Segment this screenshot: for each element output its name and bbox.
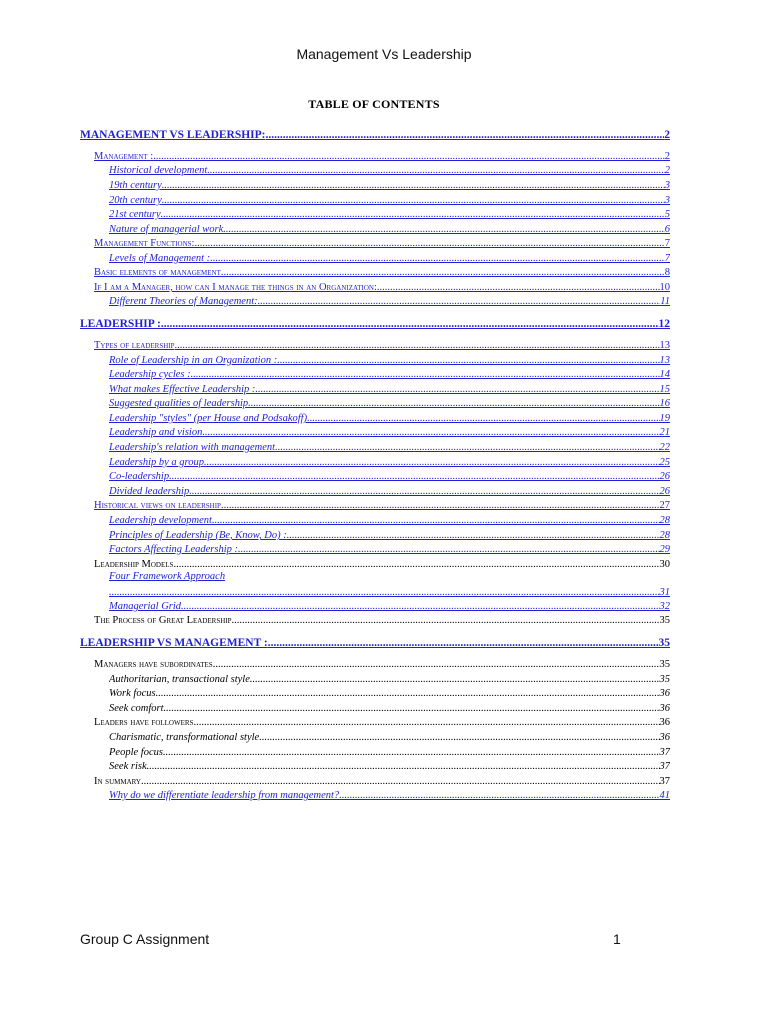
dot-leader	[377, 281, 660, 294]
toc-entry-the-process-of-great-leadership	[94, 614, 670, 627]
toc-page-number: 16	[659, 398, 670, 409]
dot-leader	[255, 383, 659, 396]
toc-page-number: 2	[664, 129, 670, 141]
toc-entry-leadership-development[interactable]	[109, 514, 670, 527]
dot-leader	[268, 636, 659, 650]
toc-entry-basic-elements-of-management[interactable]	[94, 266, 670, 279]
dot-leader	[175, 339, 660, 352]
toc-entry-title: Types of leadership	[94, 340, 175, 351]
toc-page-number: 13	[659, 355, 670, 366]
toc-entry-seek-comfort	[109, 702, 670, 715]
dot-leader	[250, 673, 660, 686]
toc-entry-title: Leadership by a group	[109, 457, 204, 468]
dot-leader	[287, 529, 660, 542]
toc-entry-in-summary	[94, 775, 670, 788]
toc-entry-title: Charismatic, transformational style	[109, 732, 260, 743]
toc-page-number: 26	[659, 486, 670, 497]
dot-leader	[189, 485, 659, 498]
toc-entry-people-focus	[109, 746, 670, 759]
toc-page-number: 36	[659, 688, 670, 699]
toc-entry-title: Historical views on leadership	[94, 500, 221, 511]
toc-entry-title: Leaders have followers	[94, 717, 194, 728]
toc-entry-21st-century[interactable]	[109, 208, 670, 221]
toc-entry-title: Suggested qualities of leadership	[109, 398, 249, 409]
dot-leader	[258, 295, 661, 308]
toc-page-number: 2	[664, 165, 670, 176]
toc-entry-title: Divided leadership	[109, 486, 190, 497]
toc-entry-role-of-leadership-in-an-organization[interactable]	[109, 354, 670, 367]
toc-entry-title: Managerial Grid	[109, 601, 182, 612]
dot-leader	[207, 164, 664, 177]
toc-entry-title: Management :	[94, 151, 154, 162]
toc-page-number: 36	[659, 703, 670, 714]
toc-page-number: 5	[664, 209, 670, 220]
toc-entry-title: 21st century	[109, 209, 161, 220]
dot-leader	[202, 426, 659, 439]
toc-entry-work-focus	[109, 687, 670, 700]
toc-entry-title: Authoritarian, transactional style	[109, 674, 250, 685]
toc-entry-principles-of-leadership-be-know-do[interactable]	[109, 529, 670, 542]
toc-entry-title: 20th century	[109, 195, 162, 206]
toc-entry-title: Leadership and vision	[109, 427, 203, 438]
dot-leader	[141, 775, 660, 788]
dot-leader	[339, 789, 659, 802]
toc-entry-title: Leadership cycles :	[109, 369, 191, 380]
toc-entry-title: Basic elements of management	[94, 267, 221, 278]
toc-page-number: 28	[659, 515, 670, 526]
dot-leader	[156, 687, 660, 700]
toc-entry-title-four-framework-approach[interactable]: Four Framework Approach	[109, 571, 226, 582]
dot-leader	[181, 600, 659, 613]
dot-leader	[161, 317, 659, 331]
toc-entry-leadership-and-vision[interactable]	[109, 426, 670, 439]
toc-entry-charismatic-transformational-style	[109, 731, 670, 744]
toc-entry-suggested-qualities-of-leadership[interactable]	[109, 397, 670, 410]
toc-entry-nature-of-managerial-work[interactable]	[109, 223, 670, 236]
toc-entry-title: Factors Affecting Leadership :	[109, 544, 238, 555]
toc-page-number: 7	[664, 253, 670, 264]
toc-entry-managerial-grid[interactable]	[109, 600, 670, 613]
dot-leader	[221, 499, 660, 512]
toc-page-number: 8	[664, 267, 670, 278]
toc-page-number: 36	[659, 732, 670, 743]
toc-entry-leadership-by-a-group[interactable]	[109, 456, 670, 469]
toc-page-number: 37	[659, 747, 670, 758]
toc-entry-title: In summary	[94, 776, 141, 787]
toc-entry-co-leadership[interactable]	[109, 470, 670, 483]
toc-page-number: 25	[659, 457, 670, 468]
dot-leader	[147, 760, 660, 773]
dot-leader	[164, 702, 660, 715]
dot-leader	[161, 208, 665, 221]
toc-entry-why-do-we-differentiate-leadership-from-management[interactable]	[109, 789, 670, 802]
toc-entry-leadership-models	[94, 558, 670, 571]
toc-entry-title: LEADERSHIP VS MANAGEMENT :	[80, 637, 268, 649]
dot-leader	[162, 194, 665, 207]
toc-entry-title: People focus	[109, 747, 163, 758]
toc-entry-title: Principles of Leadership (Be, Know, Do) :	[109, 530, 287, 541]
dot-leader	[232, 614, 660, 627]
dot-leader	[169, 470, 659, 483]
toc-entry-four-framework-approach[interactable]	[109, 586, 670, 599]
toc-entry-title: What makes Effective Leadership :	[109, 384, 256, 395]
toc-page-number: 31	[659, 587, 670, 598]
toc-page-number: 32	[659, 601, 670, 612]
toc-page-number: 41	[659, 790, 670, 801]
toc-entry-leadership-vs-management[interactable]	[80, 636, 670, 650]
dot-leader	[109, 586, 660, 599]
toc-page-number: 7	[664, 238, 670, 249]
toc-entry-20th-century[interactable]	[109, 194, 670, 207]
toc-entry-title: Different Theories of Management:	[109, 296, 258, 307]
toc-page-number: 37	[659, 776, 670, 787]
toc-entry-different-theories-of-management[interactable]	[109, 295, 670, 308]
toc-entry-title: Nature of managerial work	[109, 224, 224, 235]
toc-entry-what-makes-effective-leadership[interactable]	[109, 383, 670, 396]
dot-leader	[210, 252, 665, 265]
dot-leader	[277, 354, 659, 367]
dot-leader	[238, 543, 660, 556]
dot-leader	[162, 179, 665, 192]
toc-entry-19th-century[interactable]	[109, 179, 670, 192]
toc-entry-title: If I am a Manager, how can I manage the things in an Organization:	[94, 282, 377, 293]
dot-leader	[213, 658, 660, 671]
toc-entry-title: Levels of Management :	[109, 253, 211, 264]
toc-page-number: 19	[659, 413, 670, 424]
toc-entry-leadership[interactable]	[80, 317, 670, 331]
toc-entry-title: Work focus	[109, 688, 156, 699]
toc-page-number: 12	[658, 318, 670, 330]
dot-leader	[307, 412, 659, 425]
toc-page-number: 36	[659, 717, 670, 728]
toc-entry-management-functions[interactable]	[94, 237, 670, 250]
toc-entry-levels-of-management[interactable]	[109, 252, 670, 265]
toc-page-number: 10	[659, 282, 670, 293]
toc-entry-title: Seek risk	[109, 761, 147, 772]
toc-entry-title: Leadership development	[109, 515, 212, 526]
toc-title: TABLE OF CONTENTS	[308, 97, 440, 111]
toc-page-number: 35	[658, 637, 670, 649]
toc-entry-title: Leadership Models	[94, 559, 174, 570]
toc-page-number: 35	[659, 659, 670, 670]
toc-page-number: 29	[659, 544, 670, 555]
toc-entry-leadership-styles-per-house-and-podsakoff[interactable]	[109, 412, 670, 425]
toc-entry-leadership-s-relation-with-management[interactable]	[109, 441, 670, 454]
dot-leader	[173, 558, 659, 571]
toc-entry-leadership-cycles[interactable]	[109, 368, 670, 381]
toc-entry-title: Managers have subordinates	[94, 659, 213, 670]
toc-page-number: 2	[664, 151, 670, 162]
dot-leader	[259, 731, 659, 744]
dot-leader	[193, 716, 659, 729]
toc-entry-authoritarian-transactional-style	[109, 673, 670, 686]
toc-page-number: 22	[659, 442, 670, 453]
toc-entry-types-of-leadership[interactable]	[94, 339, 670, 352]
dot-leader	[204, 456, 660, 469]
toc-page-number: 35	[659, 615, 670, 626]
toc-entry-if-i-am-a-manager-how-can-i-manage-the-things-in-an-organization[interactable]	[94, 281, 670, 294]
toc-page-number: 21	[659, 427, 670, 438]
dot-leader	[266, 128, 665, 142]
toc-page-number: 6	[664, 224, 670, 235]
toc-entry-title: 19th century	[109, 180, 162, 191]
dot-leader	[223, 223, 665, 236]
toc-page-number: 13	[659, 340, 670, 351]
dot-leader	[212, 514, 660, 527]
toc-entry-title: Co-leadership	[109, 471, 170, 482]
toc-entry-managers-have-subordinates	[94, 658, 670, 671]
toc-page-number: 3	[664, 195, 670, 206]
toc-entry-divided-leadership[interactable]	[109, 485, 670, 498]
toc-page-number: 30	[659, 559, 670, 570]
toc-entry-historical-views-on-leadership[interactable]	[94, 499, 670, 512]
dot-leader	[153, 150, 665, 163]
dot-leader	[248, 397, 659, 410]
toc-entry-management-vs-leadership[interactable]	[80, 128, 670, 142]
toc-page-number: 3	[664, 180, 670, 191]
toc-page-number: 28	[659, 530, 670, 541]
toc-entry-management[interactable]	[94, 150, 670, 163]
dot-leader	[221, 266, 665, 279]
toc-entry-title: Management Functions:	[94, 238, 195, 249]
toc-page-number: 15	[659, 384, 670, 395]
toc-entry-title: Leadership's relation with management	[109, 442, 276, 453]
toc-page-number: 11	[660, 296, 670, 307]
toc-entry-title: Leadership "styles" (per House and Podsakoff)	[109, 413, 308, 424]
toc-entry-title: Why do we differentiate leadership from management?	[109, 790, 340, 801]
dot-leader	[191, 368, 660, 381]
toc-entry-seek-risk	[109, 760, 670, 773]
toc-entry-title: The Process of Great Leadership	[94, 615, 232, 626]
toc-entry-title: LEADERSHIP :	[80, 318, 161, 330]
toc-entry-factors-affecting-leadership[interactable]	[109, 543, 670, 556]
toc-entry-leaders-have-followers	[94, 716, 670, 729]
toc-entry-title: Role of Leadership in an Organization :	[109, 355, 278, 366]
dot-leader	[194, 237, 664, 250]
toc-page-number: 14	[659, 369, 670, 380]
toc-page-number: 26	[659, 471, 670, 482]
dot-leader	[163, 746, 660, 759]
footer-page-number: 1	[613, 931, 621, 947]
dot-leader	[275, 441, 659, 454]
page-header: Management Vs Leadership	[296, 46, 472, 62]
toc-entry-title: MANAGEMENT VS LEADERSHIP:	[80, 129, 266, 141]
footer-left-text: Group C Assignment	[80, 931, 210, 947]
toc-page-number: 27	[659, 500, 670, 511]
toc-entry-title: Historical development	[109, 165, 208, 176]
toc-entry-title: Seek comfort	[109, 703, 164, 714]
toc-entry-historical-development[interactable]	[109, 164, 670, 177]
toc-page-number: 37	[659, 761, 670, 772]
toc-page-number: 35	[659, 674, 670, 685]
